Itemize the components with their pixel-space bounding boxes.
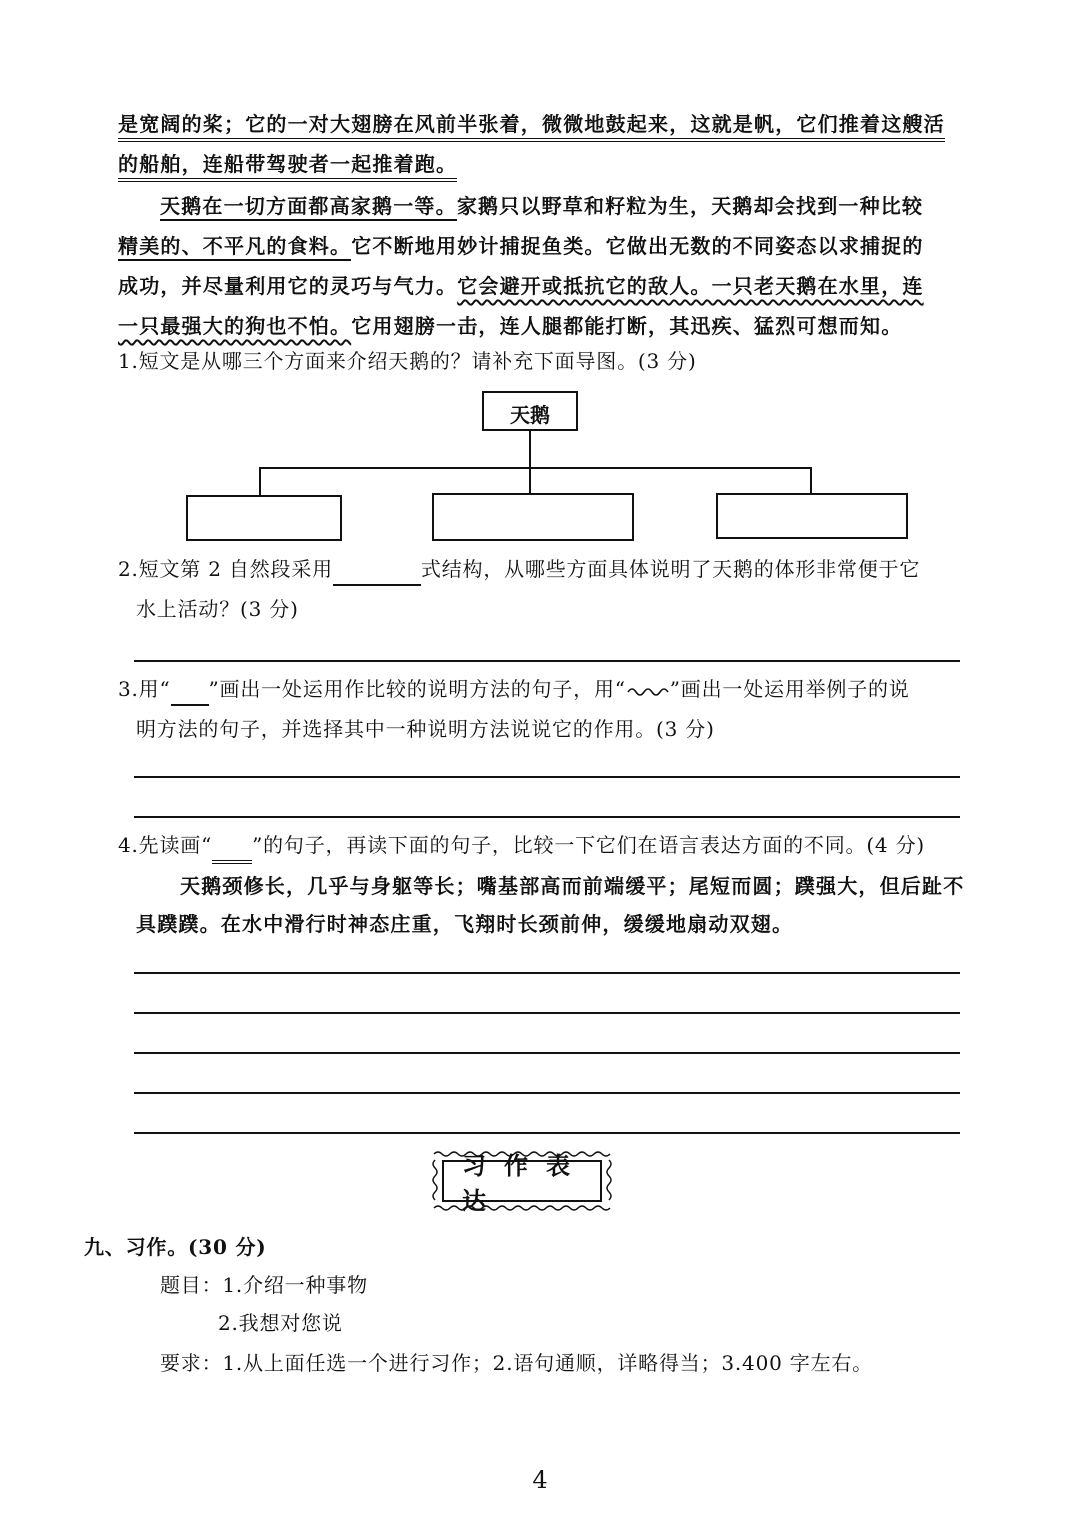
underlined-sentence: 天鹅在一切方面都高家鹅一等。 (160, 194, 457, 221)
answer-line[interactable] (134, 1012, 960, 1014)
passage-text: 它用翅膀一击，连人腿都能打断，其迅疾、猛烈可想而知。 (351, 314, 903, 338)
answer-line[interactable] (134, 1052, 960, 1054)
writing-requirement: 要求：1.从上面任选一个进行习作；2.语句通顺，详略得当；3.400 字左右。 (160, 1351, 873, 1375)
passage-line (118, 232, 924, 260)
question-text: ”画出一处运用举例子的说 (669, 677, 910, 701)
question-3 (118, 674, 910, 706)
double-underlined-text: 是宽阔的桨；它的一对大翅膀在风前半张着，微微地鼓起来，这就是帆，它们推着这艘活 (118, 112, 945, 142)
wavy-underlined-sentence: 它会避开或抵抗它的敌人。一只老天鹅在水里，连 (457, 274, 924, 298)
question-text: 式结构，从哪些方面具体说明了天鹅的体形非常便于它 (420, 557, 921, 581)
wavy-underlined-sentence: 一只最强大的狗也不怕。 (118, 314, 352, 338)
question-text: 2.短文第 2 自然段采用 (118, 557, 333, 581)
section-title: 习作表达 (442, 1160, 602, 1202)
question-9-heading: 九、习作。(30 分) (84, 1235, 267, 1259)
decorative-border (430, 1158, 440, 1204)
question-3-line2: 明方法的句子，并选择其中一种说明方法说说它的作用。(3 分) (136, 717, 715, 741)
quoted-passage: 具蹼蹼。在水中滑行时神态庄重，飞翔时长颈前伸，缓缓地扇动双翅。 (136, 912, 794, 936)
passage-line (160, 192, 923, 220)
writing-topic-2: 2.我想对您说 (218, 1311, 343, 1335)
double-underlined-text: 的船舶，连船带驾驶者一起推着跑。 (118, 152, 457, 182)
question-4 (118, 830, 925, 864)
answer-line[interactable] (134, 972, 960, 974)
passage-line (118, 150, 457, 178)
mindmap-root-label: 天鹅 (510, 403, 550, 427)
passage-text: 它不断地用妙计捕捉鱼类。它做出无数的不同姿态以求捕捉的 (351, 234, 924, 258)
question-2 (118, 554, 920, 586)
question-text: 4.先读画“ (118, 833, 213, 857)
question-text: ”画出一处运用作比较的说明方法的句子，用“ (208, 677, 626, 701)
answer-line[interactable] (134, 816, 960, 818)
question-2-line2: 水上活动？(3 分) (136, 597, 299, 621)
answer-line[interactable] (134, 1132, 960, 1134)
mindmap-connector (810, 467, 812, 493)
passage-line (118, 110, 945, 138)
mindmap-root (482, 391, 578, 431)
mindmap-connector (529, 431, 531, 493)
mindmap-answer-box-2[interactable] (432, 493, 634, 541)
question-text: ”的句子，再读下面的句子，比较一下它们在语言表达方面的不同。(4 分) (252, 833, 926, 857)
passage-text: 成功，并尽量利用它的灵巧与气力。 (118, 274, 458, 298)
writing-topic-1: 题目：1.介绍一种事物 (160, 1273, 368, 1297)
mindmap-connector (259, 467, 261, 495)
straight-line-sample (171, 674, 209, 706)
fill-blank[interactable] (333, 554, 421, 586)
underlined-sentence: 精美的、不平凡的食料。 (118, 234, 351, 261)
mindmap-answer-box-3[interactable] (716, 493, 908, 539)
wavy-line-sample (626, 682, 670, 696)
answer-line[interactable] (134, 776, 960, 778)
decorative-border (604, 1158, 614, 1204)
mindmap-connector (259, 467, 811, 469)
passage-line (118, 272, 924, 300)
quoted-passage: 天鹅颈修长，几乎与身躯等长；嘴基部高而前端缓平；尾短而圆；蹼强大，但后趾不 (180, 874, 965, 898)
question-text: 3.用“ (118, 677, 171, 701)
question-1: 1.短文是从哪三个方面来介绍天鹅的？请补充下面导图。(3 分) (118, 349, 697, 373)
passage-text: 家鹅只以野草和籽粒为生，天鹅却会找到一种比较 (456, 194, 924, 218)
answer-line[interactable] (134, 1092, 960, 1094)
answer-line[interactable] (134, 660, 960, 662)
double-line-sample (212, 830, 252, 864)
section-title-frame (430, 1150, 614, 1215)
page-number: 4 (532, 1466, 548, 1494)
passage-line (118, 312, 902, 340)
mindmap-answer-box-1[interactable] (186, 495, 342, 541)
